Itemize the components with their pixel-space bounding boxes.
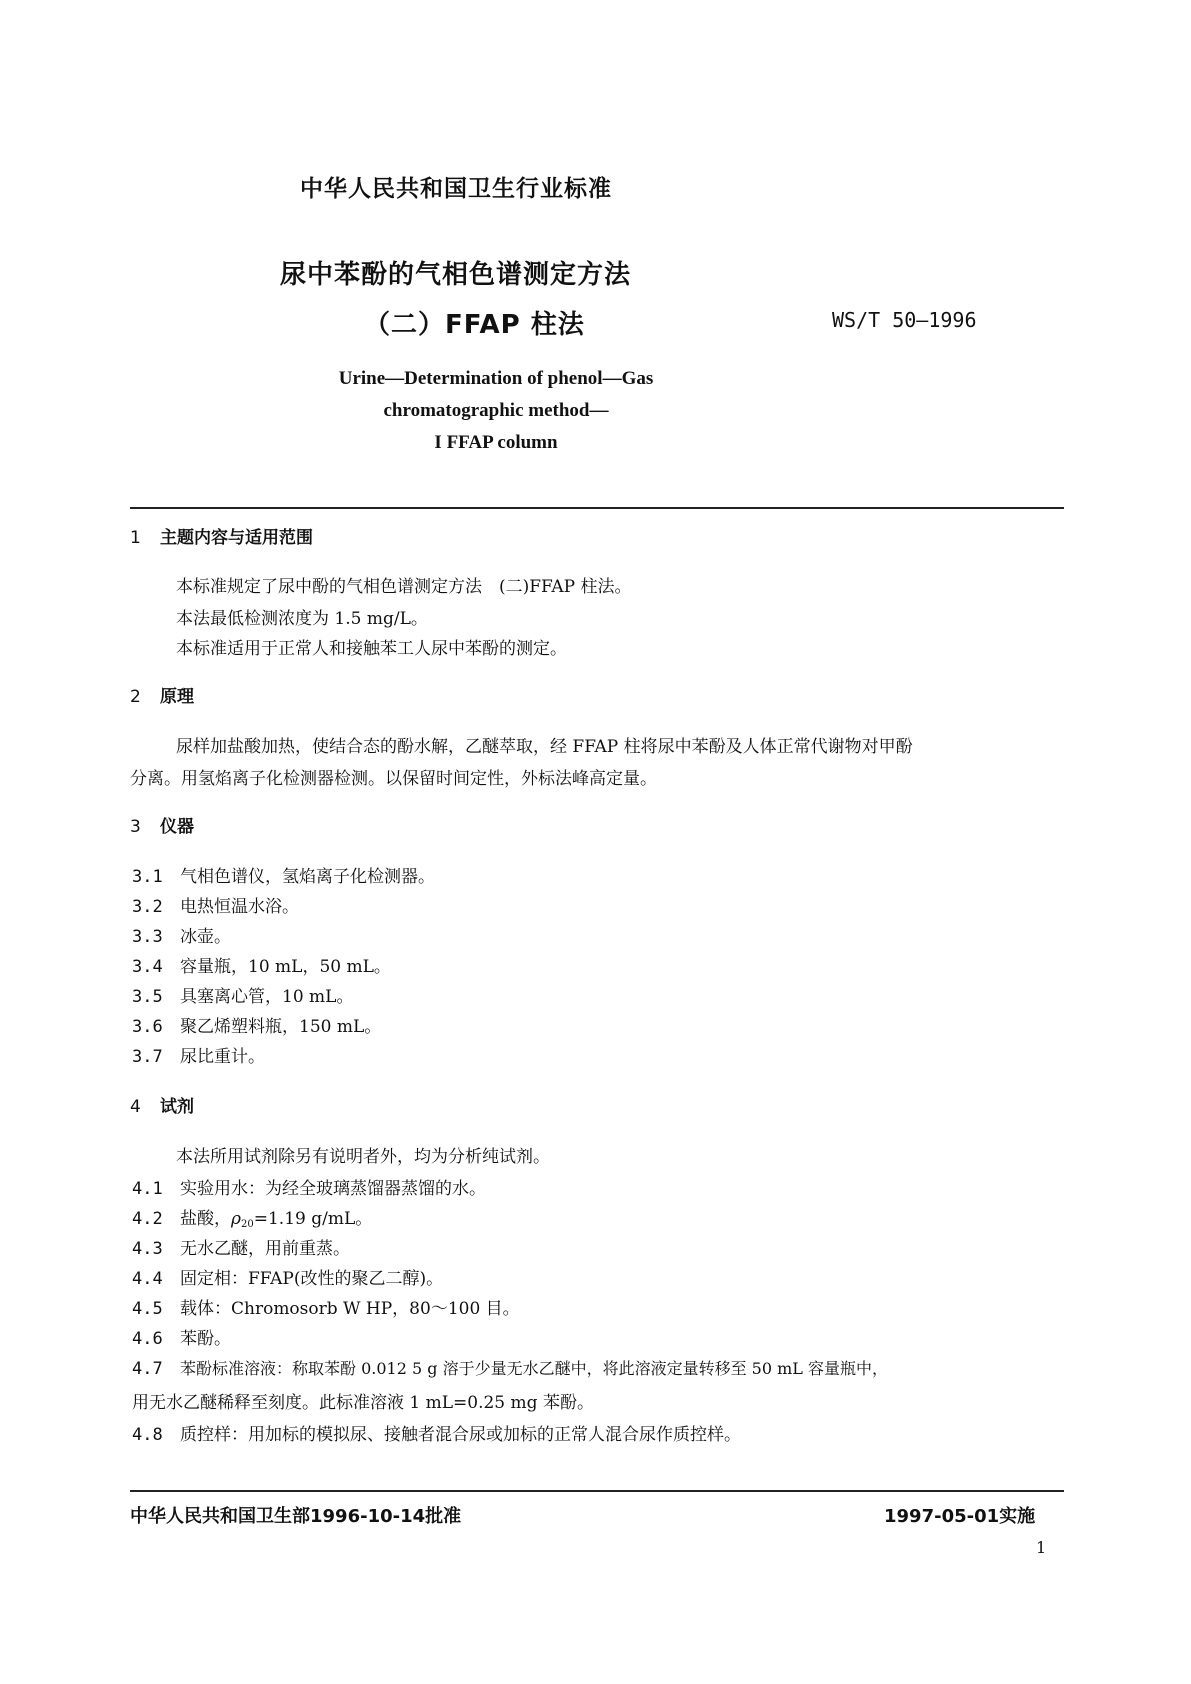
- standard-code: WS/T 50—1996: [832, 308, 977, 332]
- list-item: [132, 1420, 741, 1445]
- item-text: 具塞离心管，10 mL。: [180, 987, 354, 1007]
- item-number: 3.3: [132, 927, 163, 947]
- section-number: 4: [130, 1097, 141, 1117]
- paragraph: 分离。用氢焰离子化检测器检测。以保留时间定性，外标法峰高定量。: [130, 769, 657, 789]
- document-title: 尿中苯酚的气相色谱测定方法: [280, 260, 632, 290]
- section-title: 试剂: [160, 1097, 194, 1117]
- list-item: [132, 1356, 888, 1379]
- item-text-suffix: =1.19 g/mL。: [253, 1209, 373, 1229]
- item-text: 苯酚。: [180, 1329, 231, 1349]
- item-text: 聚乙烯塑料瓶，150 mL。: [180, 1017, 382, 1037]
- list-item: [132, 1294, 520, 1319]
- paragraph: 本法所用试剂除另有说明者外，均为分析纯试剂。: [176, 1147, 550, 1167]
- approval-line: 中华人民共和国卫生部1996-10-14批准: [130, 1506, 462, 1527]
- english-title-line2: chromatographic method—: [383, 400, 609, 421]
- paragraph: 本标准规定了尿中酚的气相色谱测定方法 (二)FFAP 柱法。: [176, 577, 632, 597]
- list-item: [132, 1204, 372, 1230]
- item-text: 载体：Chromosorb W HP，80～100 目。: [180, 1299, 520, 1319]
- list-item: [132, 1264, 443, 1289]
- item-number: 3.4: [132, 957, 163, 977]
- item-number: 3.1: [132, 867, 163, 887]
- item-number: 4.4: [132, 1269, 163, 1289]
- section-number: 3: [130, 817, 141, 837]
- item-text: 固定相：FFAP(改性的聚乙二醇)。: [180, 1269, 444, 1289]
- item-text: 实验用水：为经全玻璃蒸馏器蒸馏的水。: [180, 1179, 486, 1199]
- item-number: 4.2: [132, 1209, 163, 1229]
- item-number: 4.6: [132, 1329, 163, 1349]
- item-number: 4.1: [132, 1179, 163, 1199]
- paragraph: 本法最低检测浓度为 1.5 mg/L。: [176, 609, 428, 629]
- paragraph: 本标准适用于正常人和接触苯工人尿中苯酚的测定。: [176, 639, 567, 659]
- item-text-prefix: 盐酸，: [180, 1209, 231, 1229]
- list-item: [132, 1042, 265, 1067]
- rho-symbol: ρ: [231, 1209, 241, 1229]
- list-item: [132, 1174, 486, 1199]
- list-item: [132, 1324, 231, 1349]
- list-item: [132, 862, 435, 887]
- rho-subscript: 20: [241, 1219, 254, 1230]
- item-text: 质控样：用加标的模拟尿、接触者混合尿或加标的正常人混合尿作质控样。: [180, 1425, 741, 1445]
- item-text: 尿比重计。: [180, 1047, 265, 1067]
- footer-divider: [130, 1490, 1064, 1492]
- section-number: 1: [130, 528, 141, 548]
- section-3-heading: [130, 812, 194, 837]
- document-subtitle: （二）FFAP 柱法: [364, 310, 585, 340]
- section-2-heading: [130, 682, 194, 707]
- section-number: 2: [130, 687, 141, 707]
- item-number: 4.8: [132, 1425, 163, 1445]
- header-organization: 中华人民共和国卫生行业标准: [300, 176, 612, 202]
- item-text: 苯酚标准溶液：称取苯酚 0.012 5 g 溶于少量无水乙醚中，将此溶液定量转移至 50 mL 容量瓶中，: [180, 1359, 888, 1378]
- section-title: 主题内容与适用范围: [160, 528, 313, 548]
- item-number: 4.3: [132, 1239, 163, 1259]
- paragraph: 尿样加盐酸加热，使结合态的酚水解，乙醚萃取，经 FFAP 柱将尿中苯酚及人体正常代谢物对甲酚: [176, 737, 913, 757]
- section-title: 原理: [160, 687, 194, 707]
- item-number: 4.5: [132, 1299, 163, 1319]
- list-item: [132, 922, 231, 947]
- header-divider: [130, 507, 1064, 509]
- list-item: [132, 1234, 350, 1259]
- item-number: 3.7: [132, 1047, 163, 1067]
- list-item: [132, 982, 353, 1007]
- item-text: 冰壶。: [180, 927, 231, 947]
- page-number: 1: [1036, 1538, 1047, 1557]
- list-item: [132, 952, 391, 977]
- item-text: 电热恒温水浴。: [180, 897, 299, 917]
- item-continuation: 用无水乙醚稀释至刻度。此标准溶液 1 mL=0.25 mg 苯酚。: [132, 1393, 594, 1413]
- section-1-heading: [130, 523, 313, 548]
- item-number: 3.6: [132, 1017, 163, 1037]
- section-4-heading: [130, 1092, 194, 1117]
- list-item: [132, 892, 299, 917]
- item-text: 无水乙醚，用前重蒸。: [180, 1239, 350, 1259]
- english-title-line3: I FFAP column: [434, 432, 558, 453]
- item-text: 容量瓶，10 mL，50 mL。: [180, 957, 391, 977]
- implementation-date: 1997-05-01实施: [884, 1506, 1036, 1527]
- section-title: 仪器: [160, 817, 194, 837]
- list-item: [132, 1012, 381, 1037]
- item-number: 3.5: [132, 987, 163, 1007]
- item-number: 3.2: [132, 897, 163, 917]
- item-number: 4.7: [132, 1359, 163, 1379]
- item-text: 气相色谱仪，氢焰离子化检测器。: [180, 867, 435, 887]
- english-title-line1: Urine—Determination of phenol—Gas: [338, 368, 654, 389]
